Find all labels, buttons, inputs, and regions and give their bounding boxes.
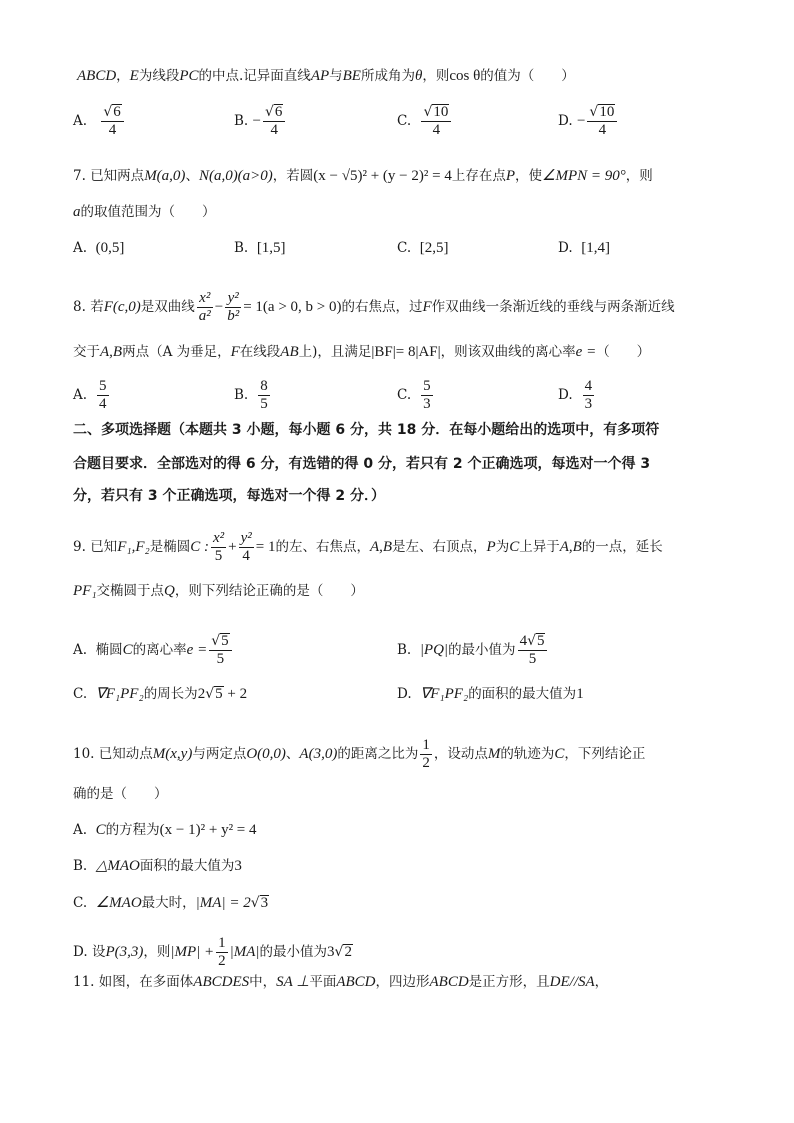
ellipse-x-term: $\frac{\text{x²}}{5}$ xyxy=(212,530,225,564)
q7-stem-line2: a的取值范围为（ ） xyxy=(73,204,216,220)
q8-option-c[interactable]: C. $\frac{5}{3}$ xyxy=(397,378,431,412)
section-heading-line3: 分，若只有 3 个正确选项，每选对一个得 2 分．） xyxy=(73,488,385,504)
question-number: 11. xyxy=(73,974,95,990)
question-number: 8. xyxy=(73,299,86,315)
hyperbola-x-term: $\frac{\text{x²}}{\text{a²}}$ xyxy=(198,290,211,324)
q6-text: ABCD xyxy=(77,68,117,84)
q6-option-b[interactable] xyxy=(234,104,287,139)
option-label: A. xyxy=(73,113,88,129)
q6-stem-tail xyxy=(77,66,575,86)
q10-option-d[interactable]: D. 设P(3,3)，则|MP| + $\frac{1}{2}$ |MA|的最小值为3√2 xyxy=(73,935,352,969)
q9-option-b[interactable]: B. |PQ|的最小值为 $\frac{4√5}{5}$ xyxy=(397,633,549,668)
q9-option-d[interactable]: D. ∇F₁PF₂的面积的最大值为1 xyxy=(397,686,584,702)
option-sign: − xyxy=(576,113,586,129)
q7-option-d[interactable]: D. [1,4] xyxy=(558,240,610,256)
circle-equation: (x − √5)² + (y − 2)² = 4 xyxy=(313,168,452,184)
q10-option-b[interactable]: B. △MAO面积的最大值为3 xyxy=(73,858,242,874)
q6-text: 与 xyxy=(329,68,343,84)
q6-text: ，则 xyxy=(422,68,450,84)
q9-option-a[interactable]: A. 椭圆C的离心率e = $\frac{√5}{5}$ xyxy=(73,633,234,668)
q8-stem-line2: 交于A,B两点（A 为垂足，F在线段AB上)，且满足|BF|= 8|AF|，则该双曲线的离心率e =（ ） xyxy=(73,344,651,360)
option-label: D. xyxy=(558,113,573,129)
q8-option-b[interactable]: B. $\frac{8}{5}$ xyxy=(234,378,268,412)
option-fraction: $\frac{√6}{4}$ xyxy=(101,104,123,139)
section-heading-line2: 合题目要求．全部选对的得 6 分，有选错的得 0 分，若只有 2 个正确选项，每选对一个得 3 xyxy=(73,456,651,472)
q8-option-a[interactable]: A. $\frac{5}{4}$ xyxy=(73,378,107,412)
q6-text: 的中点.记异面直线 xyxy=(198,68,311,84)
q8-stem-line1: 8. 若F(c,0)是双曲线 $\frac{\text{x²}}{\text{a²}}$ − $\frac{\text{y²}}{\text{b²}}$ = 1(a > 0, b > 0)的右焦点，过F作双曲线一条渐近线的垂线与两条渐近线 xyxy=(73,290,675,324)
q7-option-c[interactable]: C. [2,5] xyxy=(397,240,449,256)
q6-text: cos θ xyxy=(449,68,481,84)
q10-option-a[interactable]: A. C的方程为(x − 1)² + y² = 4 xyxy=(73,822,257,838)
ellipse-y-term: $\frac{\text{y²}}{4}$ xyxy=(240,530,252,564)
q6-text: 所成角为 xyxy=(360,68,415,84)
question-number: 10. xyxy=(73,746,95,762)
q6-text: BE xyxy=(342,68,361,84)
q6-text: AP xyxy=(310,68,330,84)
option-sign: − xyxy=(252,113,261,129)
question-number: 9. xyxy=(73,539,86,555)
q6-text: 为线段 xyxy=(138,68,180,84)
q9-option-c[interactable]: C. ∇F₁PF₂的周长为2√5 + 2 xyxy=(73,686,248,702)
hyperbola-y-term: $\frac{\text{y²}}{\text{b²}}$ xyxy=(227,290,240,324)
q6-option-c[interactable] xyxy=(397,104,453,139)
q6-text: PC xyxy=(179,68,199,84)
q6-text: 的值为（ ） xyxy=(480,68,575,84)
q10-option-c[interactable]: C. ∠MAO最大时，|MA| = 2√3 xyxy=(73,895,269,911)
q6-text: ， xyxy=(116,68,130,84)
question-number: 7. xyxy=(73,168,86,184)
option-fraction: $\frac{√10}{4}$ xyxy=(421,104,451,139)
section-heading-line1: 二、多项选择题（本题共 3 小题，每小题 6 分，共 18 分．在每小题给出的选项中，有多项符 xyxy=(73,422,660,438)
q10-stem-line2: 确的是（ ） xyxy=(73,786,168,802)
q7-stem-line1: 7. 已知两点M(a,0)、N(a,0)(a>0)，若圆(x − √5)² + (y − 2)² = 4上存在点P，使∠MPN = 90°，则 xyxy=(73,168,653,184)
q9-stem-line1: 9. 已知F₁,F₂是椭圆C : $\frac{\text{x²}}{5}$ + $\frac{\text{y²}}{4}$ = 1的左、右焦点，A,B是左、右顶点，P为C上异于A,B的一点，延长 xyxy=(73,530,663,564)
q9-stem-line2: PF₁交椭圆于点Q，则下列结论正确的是（ ） xyxy=(73,583,364,599)
q6-option-d[interactable] xyxy=(558,104,619,139)
q7-option-b[interactable]: B. [1,5] xyxy=(234,240,286,256)
option-label: B. xyxy=(234,113,249,129)
option-label: C. xyxy=(397,113,412,129)
q10-stem-line1: 10. 已知动点M(x,y)与两定点O(0,0)、A(3,0)的距离之比为 $\frac{1}{2}$ ，设动点M的轨迹为C，下列结论正 xyxy=(73,737,646,771)
q7-option-a[interactable]: A. (0,5] xyxy=(73,240,125,256)
q6-option-a[interactable] xyxy=(73,104,126,139)
option-fraction: $\frac{√10}{4}$ xyxy=(587,104,617,139)
q6-text: E xyxy=(129,68,139,84)
q6-text: θ xyxy=(414,68,423,84)
option-fraction: $\frac{√6}{4}$ xyxy=(263,104,285,139)
q11-stem-line1: 11. 如图，在多面体ABCDES中，SA ⊥平面ABCD，四边形ABCD是正方形，且DE//SA， xyxy=(73,974,609,990)
q8-option-d[interactable]: D. $\frac{4}{3}$ xyxy=(558,378,593,412)
